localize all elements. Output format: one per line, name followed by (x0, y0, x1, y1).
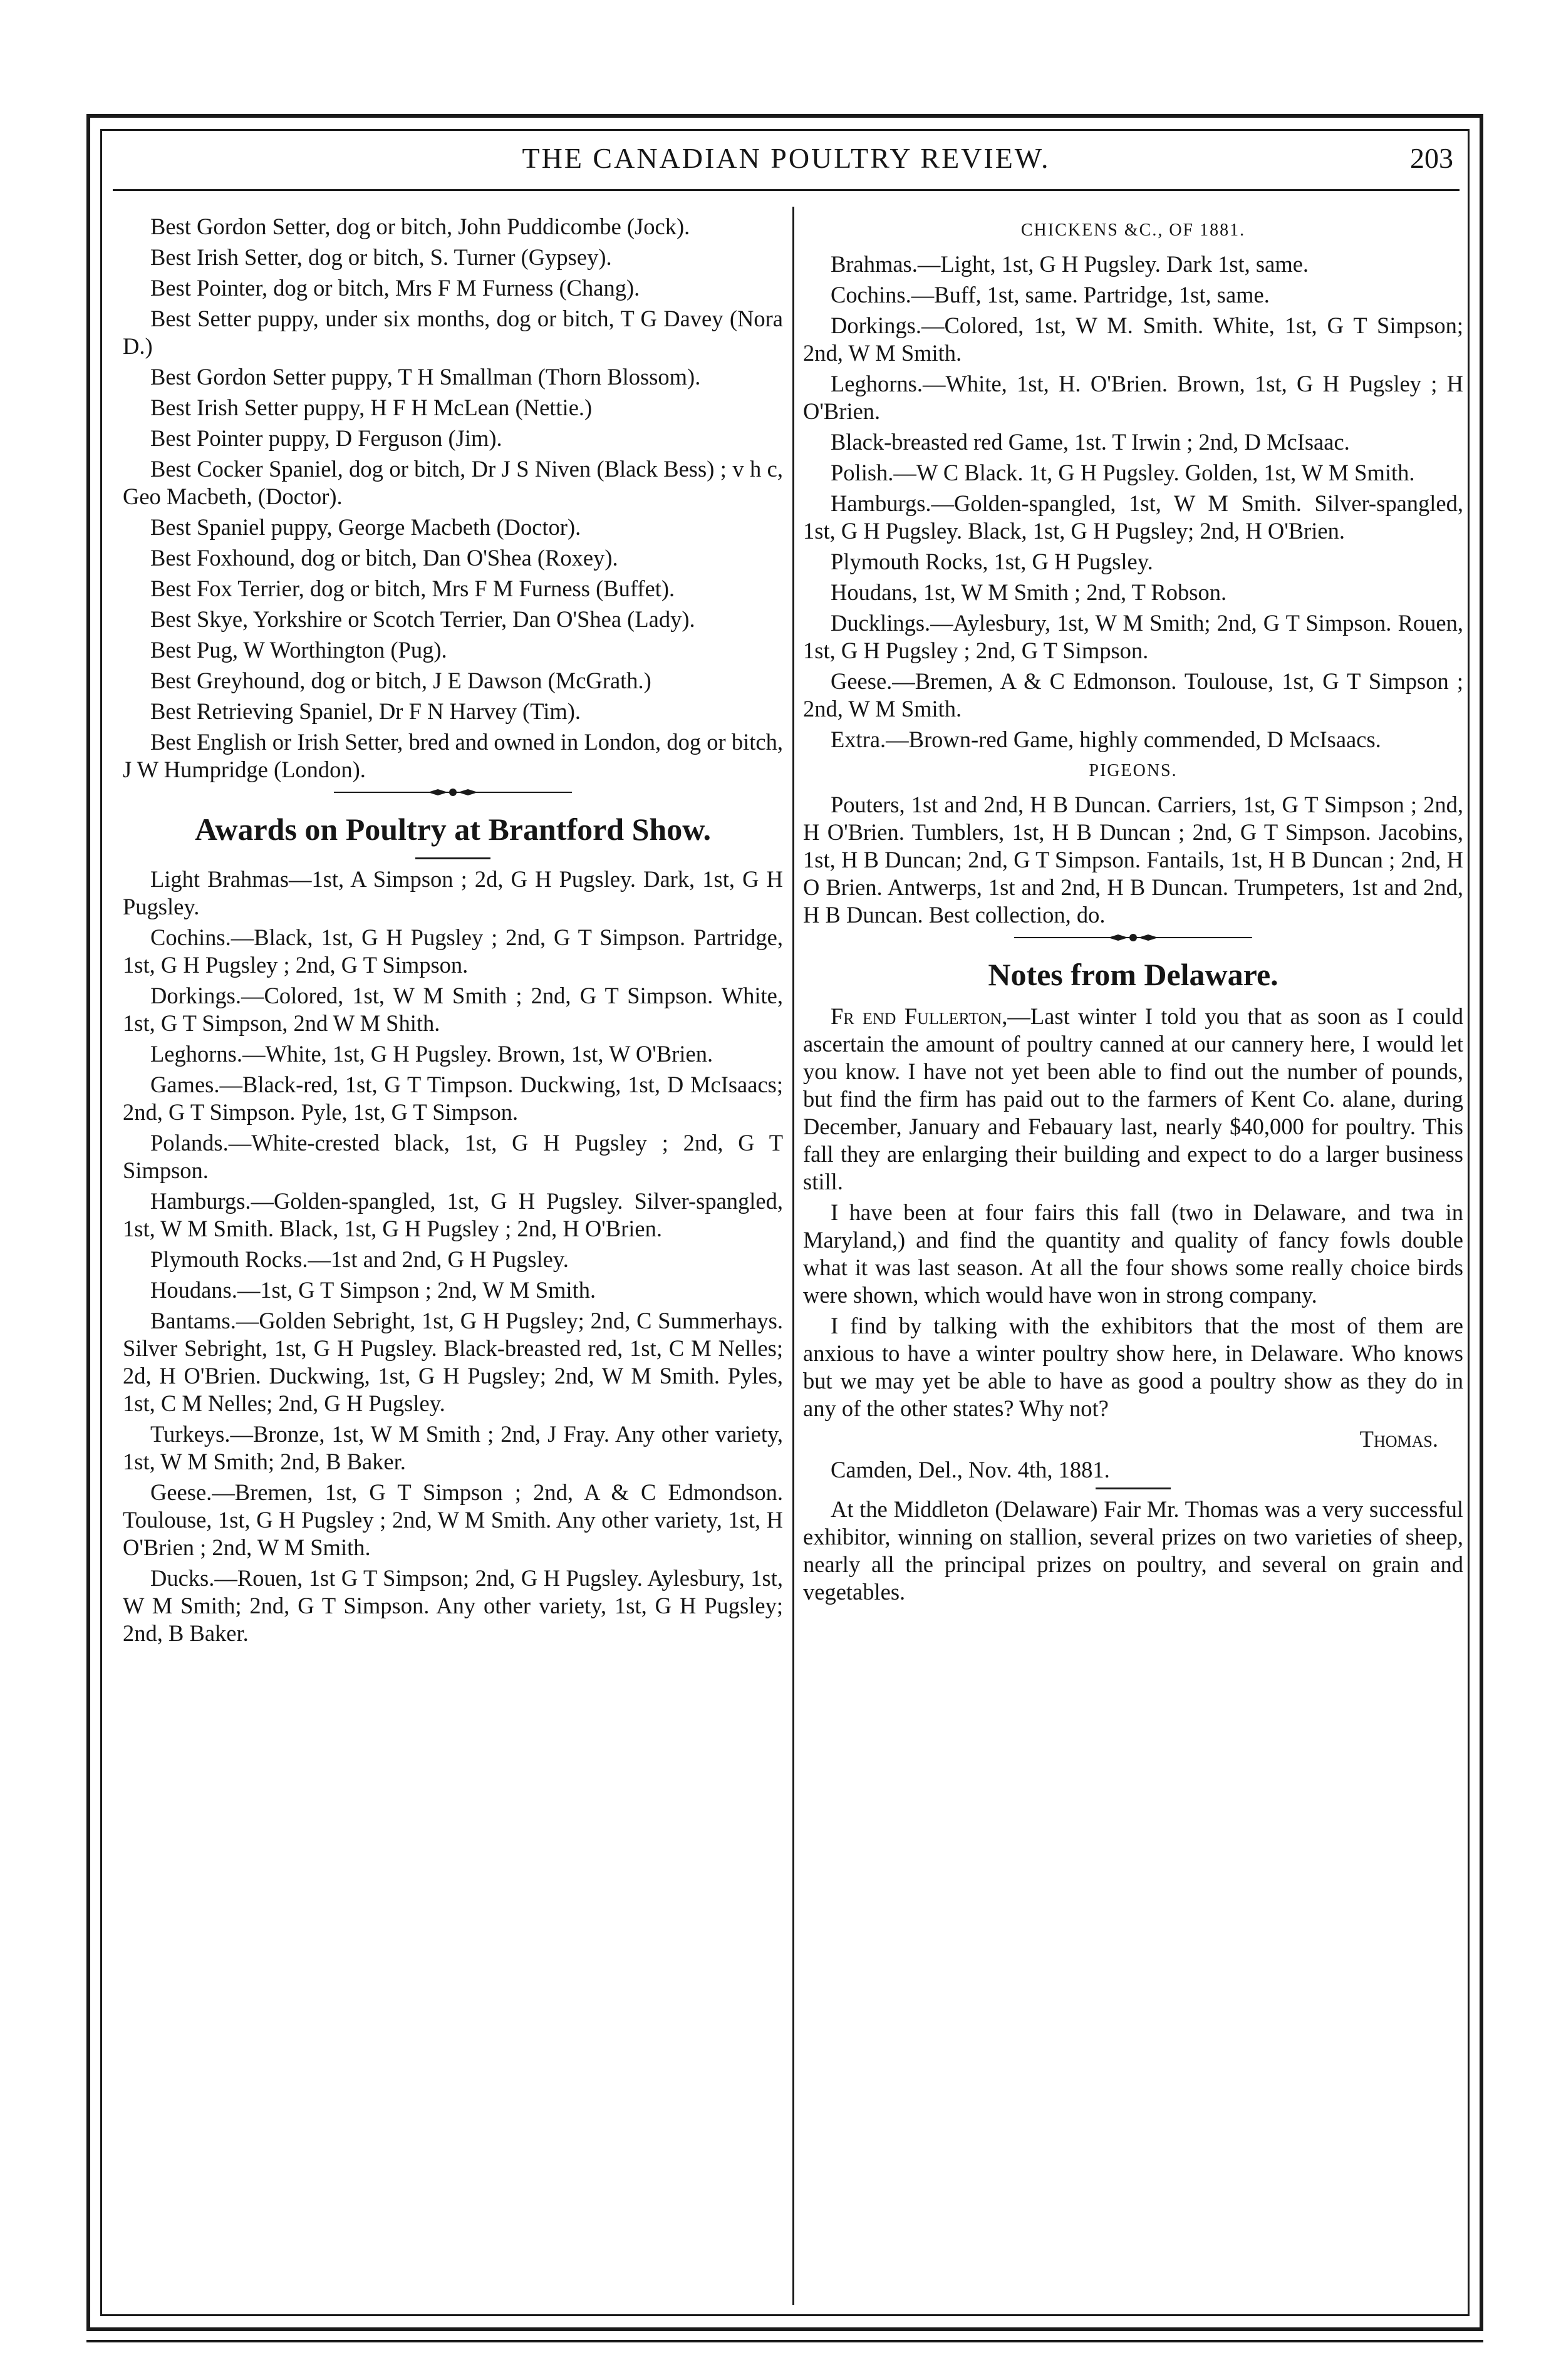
dog-award: Best English or Irish Setter, bred and owned in London, dog or bitch, J W Humpridge (London). (123, 729, 783, 782)
chickens-award: Dorkings.—Colored, 1st, W M. Smith. White, 1st, G T Simpson; 2nd, W M Smith. (803, 313, 1463, 366)
running-header (113, 142, 1460, 179)
dog-award: Best Pointer puppy, D Ferguson (Jim). (150, 425, 502, 451)
dog-award: Best Pointer, dog or bitch, Mrs F M Furness (Chang). (150, 275, 640, 301)
chickens-award: Ducklings.—Aylesbury, 1st, W M Smith; 2nd, G T Simpson. Rouen, 1st, G H Pugsley ; 2nd, G T Simpson. (803, 610, 1463, 663)
chickens-award: Houdans, 1st, W M Smith ; 2nd, T Robson. (831, 579, 1227, 605)
dog-award: Best Pug, W Worthington (Pug). (150, 637, 447, 663)
dog-award: Best Retrieving Spaniel, Dr F N Harvey (Tim). (150, 698, 581, 724)
poultry-award: Cochins.—Black, 1st, G H Pugsley ; 2nd, G T Simpson. Partridge, 1st, G H Pugsley ; 2nd, G T Simpson. (123, 924, 783, 978)
chickens-award: Black-breasted red Game, 1st. T Irwin ; 2nd, D McIsaac. (831, 429, 1350, 455)
column-divider (792, 207, 794, 2305)
poultry-award: Turkeys.—Bronze, 1st, W M Smith ; 2nd, J Fray. Any other variety, 1st, W M Smith; 2nd, B Baker. (123, 1421, 783, 1474)
poultry-award: Polands.—White-crested black, 1st, G H Pugsley ; 2nd, G T Simpson. (123, 1130, 783, 1183)
poultry-awards-heading: Awards on Poultry at Brantford Show. (194, 812, 712, 847)
letter-dateline: Camden, Del., Nov. 4th, 1881. (831, 1457, 1110, 1482)
dog-award: Best Gordon Setter, dog or bitch, John Puddicombe (Jock). (150, 214, 690, 239)
ornament-divider (1014, 933, 1252, 943)
poultry-award: Houdans.—1st, G T Simpson ; 2nd, W M Smith. (150, 1277, 596, 1303)
letter-text: —Last winter I told you that as soon as I could ascertain the amount of poultry canned at our cannery here, I would let you know. I have not yet been able to find out the number of pounds, but find the firm has paid out to the farmers of Kent Co. alane, during December, January and Febauary last, nearly $40,000 for poultry. This fall they are enlarging their building and expect to do a larger business still. (803, 1003, 1463, 1194)
header-rule (113, 189, 1460, 191)
letter-paragraph: I have been at four fairs this fall (two in Delaware, and twa in Maryland,) and find the quantity and quality of fancy fowls double what it was last season. At all the four shows some really choice birds were shown, which would have won in strong company. (803, 1199, 1463, 1308)
dog-award: Best Greyhound, dog or bitch, J E Dawson (McGrath.) (150, 668, 651, 693)
section-rule (1096, 1487, 1171, 1489)
letter-salutation: Fr end Fullerton, (831, 1003, 1008, 1029)
poultry-award: Leghorns.—White, 1st, G H Pugsley. Brown, 1st, W O'Brien. (150, 1041, 713, 1067)
dog-award: Best Irish Setter, dog or bitch, S. Turner (Gypsey). (150, 244, 612, 270)
chickens-award: Brahmas.—Light, 1st, G H Pugsley. Dark 1st, same. (831, 251, 1309, 277)
dog-award: Best Foxhound, dog or bitch, Dan O'Shea (Roxey). (150, 545, 618, 571)
pigeons-awards: Pouters, 1st and 2nd, H B Duncan. Carriers, 1st, G T Simpson ; 2nd, H O'Brien. Tumblers, 1st, H B Duncan ; 2nd, G T Simpson. Jacobins, 1st, H B Duncan; 2nd, G T Simpson. Fantails, 1st, H B Duncan ; 2nd, H O Brien. Antwerps, 1st and 2nd, H B Duncan. Trumpeters, 1st and 2nd, H B Duncan. Best collection, do. (803, 792, 1463, 928)
poultry-award: Bantams.—Golden Sebright, 1st, G H Pugsley; 2nd, C Summerhays. Silver Sebright, 1st, G H Pugsley. Black-breasted red, 1st, C M Nelles; 2d, H O'Brien. Duckwing, 1st, G H Pugsley; 2nd, W M Smith. Pyles, 1st, C M Nelles; 2nd, G H Pugsley. (123, 1308, 783, 1416)
right-column (803, 213, 1463, 1609)
dog-award: Best Irish Setter puppy, H F H McLean (Nettie.) (150, 395, 593, 420)
dog-award: Best Fox Terrier, dog or bitch, Mrs F M Furness (Buffet). (150, 576, 675, 601)
chickens-award: Cochins.—Buff, 1st, same. Partridge, 1st, same. (831, 282, 1270, 308)
bottom-rule (86, 2340, 1483, 2342)
letter-paragraph: I find by talking with the exhibitors that the most of them are anxious to have a winter poultry show here, in Delaware. Who knows but we may yet be able to have as good a poultry show as they do in any of the other states? Why not? (803, 1313, 1463, 1421)
poultry-award: Games.—Black-red, 1st, G T Timpson. Duckwing, 1st, D McIsaacs; 2nd, G T Simpson. Pyle, 1st, G T Simpson. (123, 1072, 783, 1125)
left-column (123, 213, 783, 1650)
dog-award: Best Gordon Setter puppy, T H Smallman (Thorn Blossom). (150, 364, 701, 390)
notes-heading: Notes from Delaware. (988, 957, 1278, 992)
chickens-award: Plymouth Rocks, 1st, G H Pugsley. (831, 549, 1153, 574)
poultry-award: Geese.—Bremen, 1st, G T Simpson ; 2nd, A & C Edmondson. Toulouse, 1st, G H Pugsley ; 2nd, W M Smith. Any other variety, 1st, H O'Brien ; 2nd, W M Smith. (123, 1479, 783, 1560)
publication-title: THE CANADIAN POULTRY REVIEW. (522, 142, 1050, 174)
closing-paragraph: At the Middleton (Delaware) Fair Mr. Thomas was a very successful exhibitor, winning on stallion, several prizes on two varieties of sheep, nearly all the principal prizes on poultry, and several on grain and vegetables. (803, 1496, 1463, 1605)
chickens-award: Polish.—W C Black. 1t, G H Pugsley. Golden, 1st, W M Smith. (831, 460, 1415, 485)
dog-award: Best Spaniel puppy, George Macbeth (Doctor). (150, 514, 581, 540)
poultry-award: Dorkings.—Colored, 1st, W M Smith ; 2nd, G T Simpson. White, 1st, G T Simpson, 2nd W M Shith. (123, 983, 783, 1036)
poultry-award: Ducks.—Rouen, 1st G T Simpson; 2nd, G H Pugsley. Aylesbury, 1st, W M Smith; 2nd, G T Simpson. Any other variety, 1st, G H Pugsley; 2nd, B Baker. (123, 1565, 783, 1646)
page-number: 203 (1410, 142, 1453, 174)
chickens-heading: CHICKENS &C., OF 1881. (1020, 220, 1246, 240)
poultry-award: Hamburgs.—Golden-spangled, 1st, G H Pugsley. Silver-spangled, 1st, W M Smith. Black, 1st, G H Pugsley ; 2nd, H O'Brien. (123, 1188, 783, 1241)
chickens-award: Leghorns.—White, 1st, H. O'Brien. Brown, 1st, G H Pugsley ; H O'Brien. (803, 371, 1463, 424)
pigeons-heading: PIGEONS. (1089, 761, 1178, 780)
chickens-award: Hamburgs.—Golden-spangled, 1st, W M Smith. Silver-spangled, 1st, G H Pugsley. Black, 1st, G H Pugsley; 2nd, H O'Brien. (803, 490, 1463, 544)
heading-rule (415, 857, 490, 859)
letter-signature: Thomas. (1359, 1426, 1438, 1452)
dog-award: Best Cocker Spaniel, dog or bitch, Dr J S Niven (Black Bess) ; v h c, Geo Macbeth, (Doctor). (123, 456, 783, 509)
poultry-award: Light Brahmas—1st, A Simpson ; 2d, G H Pugsley. Dark, 1st, G H Pugsley. (123, 866, 783, 919)
ornament-divider (334, 787, 572, 797)
letter-paragraph (803, 1003, 1463, 1196)
poultry-award: Plymouth Rocks.—1st and 2nd, G H Pugsley. (150, 1246, 569, 1272)
chickens-award: Geese.—Bremen, A & C Edmonson. Toulouse, 1st, G T Simpson ; 2nd, W M Smith. (803, 668, 1463, 722)
dog-award: Best Setter puppy, under six months, dog or bitch, T G Davey (Nora D.) (123, 306, 783, 359)
dog-award: Best Skye, Yorkshire or Scotch Terrier, Dan O'Shea (Lady). (150, 606, 695, 632)
chickens-award: Extra.—Brown-red Game, highly commended, D McIsaacs. (831, 727, 1381, 752)
